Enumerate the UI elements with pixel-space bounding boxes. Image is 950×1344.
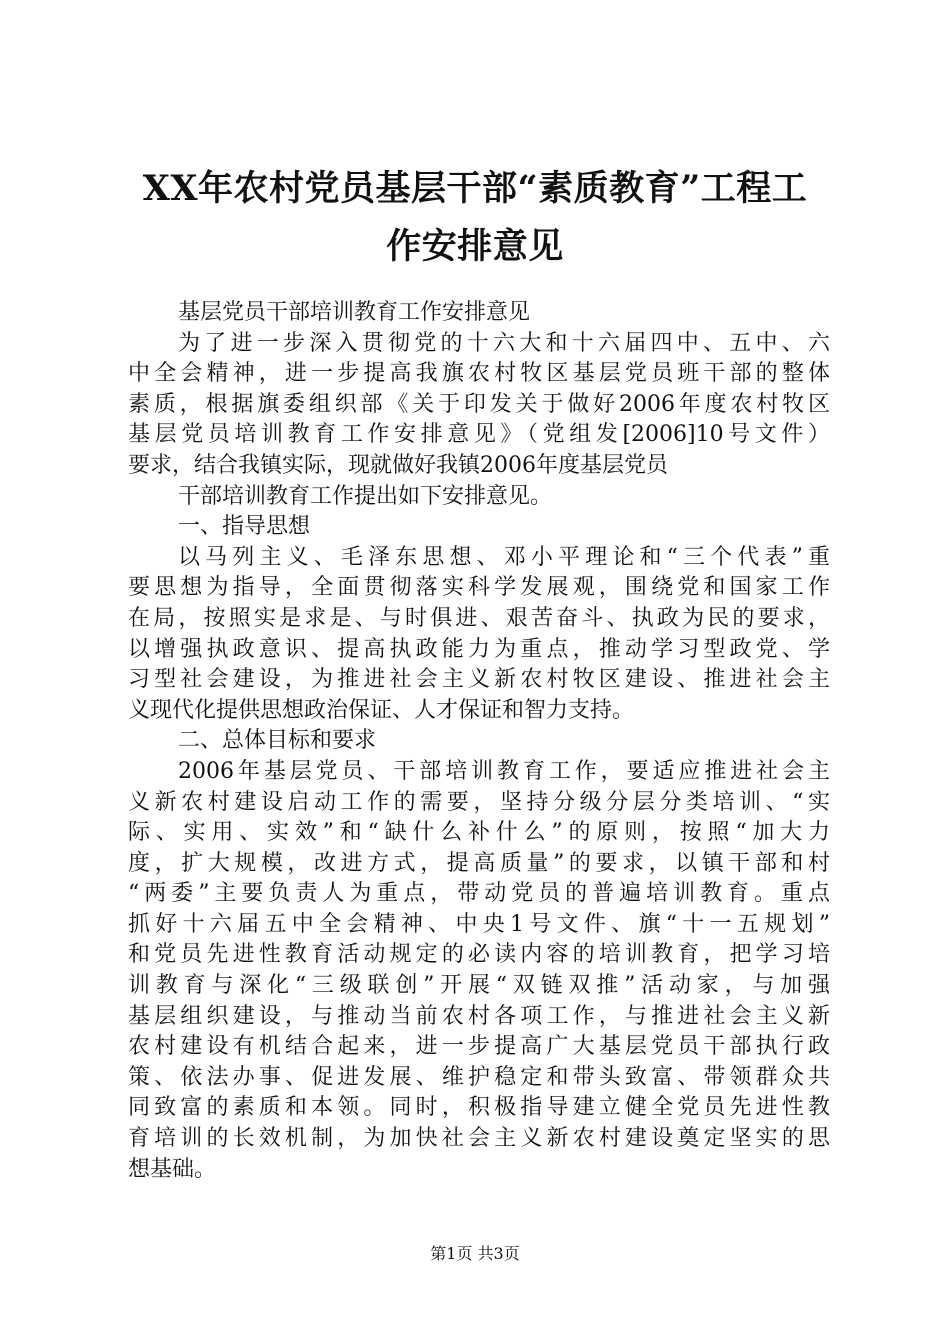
body-line: 抓好十六届五中全会精神、中央1号文件、旗“十一五规划” [128, 911, 830, 937]
body-line: 干部培训教育工作提出如下安排意见。 [178, 483, 553, 509]
body-line: 以增强执政意识、提高执政能力为重点，推动学习型政党、学 [128, 636, 830, 662]
body-line: 训教育与深化“三级联创”开展“双链双推”活动家，与加强 [128, 973, 830, 999]
body-line: 中全会精神，进一步提高我旗农村牧区基层党员班干部的整体 [128, 361, 830, 387]
body-line: 要求，结合我镇实际，现就做好我镇2006年度基层党员 [128, 452, 668, 478]
body-line: 度，扩大规模，改进方式，提高质量”的要求，以镇干部和村 [128, 850, 830, 876]
body-line: 和党员先进性教育活动规定的必读内容的培训教育，把学习培 [128, 942, 830, 968]
body-line: 农村建设有机结合起来，进一步提高广大基层党员干部执行政 [128, 1034, 830, 1060]
body-line: 同致富的素质和本领。同时，积极指导建立健全党员先进性教 [128, 1095, 830, 1121]
body-line: 习型社会建设，为推进社会主义新农村牧区建设、推进社会主 [128, 667, 830, 693]
body-line: 要思想为指导，全面贯彻落实科学发展观，围绕党和国家工作 [128, 575, 830, 601]
body-line: 一、指导思想 [178, 514, 311, 540]
body-line: 想基础。 [128, 1156, 217, 1182]
document-title [100, 160, 850, 276]
title-line-2: 作安排意见 [386, 226, 564, 267]
body-line: 际、实用、实效”和“缺什么补什么”的原则，按照“加大力 [128, 820, 830, 846]
body-line: 育培训的长效机制，为加快社会主义新农村建设奠定坚实的思 [128, 1126, 830, 1152]
body-line: 二、总体目标和要求 [178, 728, 377, 754]
body-line: 以马列主义、毛泽东思想、邓小平理论和“三个代表”重 [178, 544, 830, 570]
body-line: 2006年基层党员、干部培训教育工作，要适应推进社会主 [178, 758, 830, 784]
page-footer: 第1页 共3页 [430, 1244, 520, 1263]
body-line: 策、依法办事、促进发展、维护稳定和带头致富、带领群众共 [128, 1064, 830, 1090]
body-line: 义新农村建设启动工作的需要，坚持分级分层分类培训、“实 [128, 789, 830, 815]
title-line-1: XX年农村党员基层干部“素质教育”工程工 [142, 168, 808, 209]
body-line: 为了进一步深入贯彻党的十六大和十六届四中、五中、六 [178, 330, 830, 356]
body-line: 素质，根据旗委组织部《关于印发关于做好2006年度农村牧区 [128, 391, 830, 417]
body-line: 基层党员培训教育工作安排意见》（党组发[2006]10号文件） [128, 422, 830, 448]
body-line: 基层组织建设，与推动当前农村各项工作，与推进社会主义新 [128, 1003, 830, 1029]
body-line: “两委”主要负责人为重点，带动党员的普遍培训教育。重点 [128, 881, 830, 907]
body-line: 义现代化提供思想政治保证、人才保证和智力支持。 [128, 697, 635, 723]
body-line: 在局，按照实是求是、与时俱进、艰苦奋斗、执政为民的要求， [128, 605, 830, 631]
document-body [128, 298, 830, 1185]
body-line: 基层党员干部培训教育工作安排意见 [178, 300, 531, 325]
